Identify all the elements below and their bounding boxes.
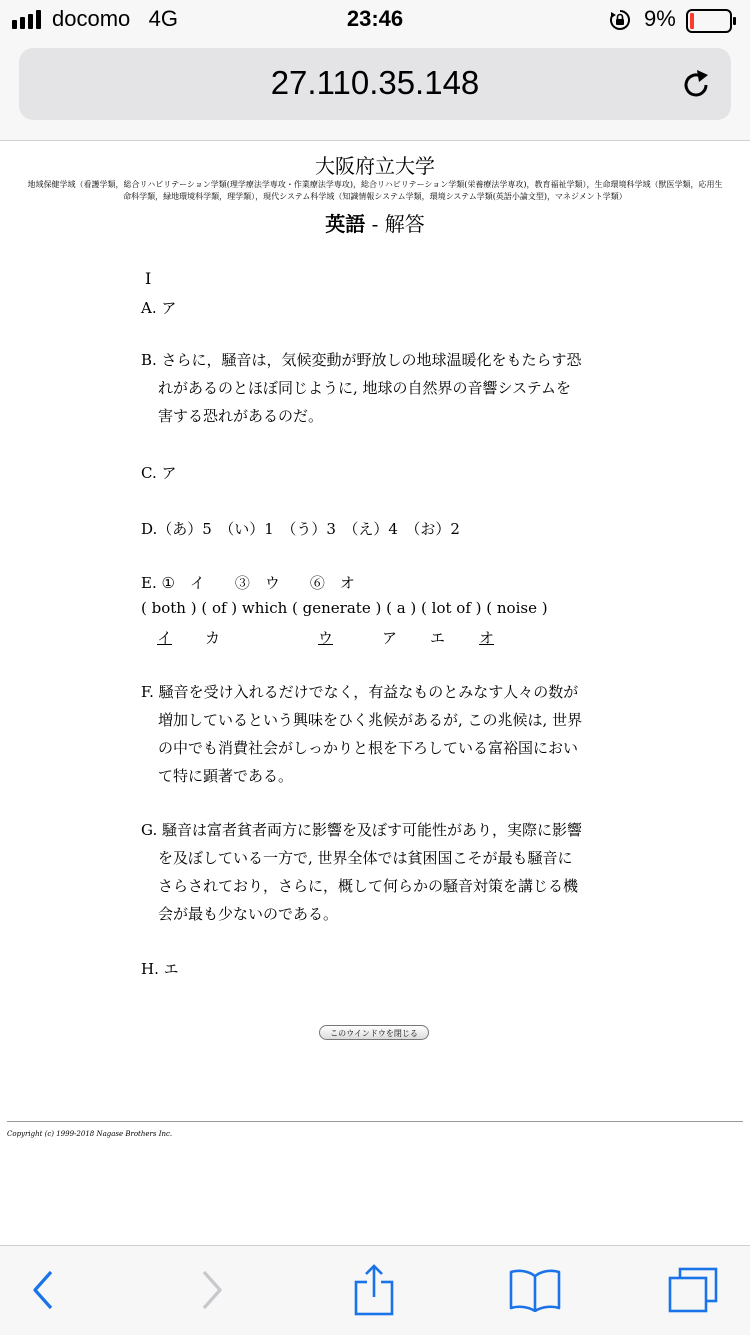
answer-a: A. ア bbox=[141, 299, 177, 317]
browser-toolbar bbox=[0, 1245, 750, 1335]
tabs-icon[interactable] bbox=[668, 1266, 720, 1314]
status-time: 23:46 bbox=[346, 6, 404, 31]
network-type: 4G bbox=[148, 6, 178, 31]
answer-b-text: B. さらに，騒音は，気候変動が野放しの地球温暖化をもたらす恐れがあるのとほぼ同じように, 地球の自然界の音響システムを害する恐れがあるのだ。 bbox=[141, 351, 582, 425]
bookmarks-icon[interactable] bbox=[509, 1268, 561, 1312]
answer-h: H. エ bbox=[141, 960, 179, 978]
answer-e-header: E. ① イ ③ ウ ⑥ オ bbox=[141, 574, 355, 592]
answer-e-mark: エ bbox=[430, 629, 446, 647]
copyright: Copyright (c) 1999-2018 Nagase Brothers Inc. bbox=[7, 1130, 173, 1138]
answer-e-mark: ア bbox=[382, 629, 398, 647]
url-field[interactable] bbox=[19, 48, 731, 120]
orientation-lock-icon bbox=[609, 9, 631, 31]
battery-percent: 9% bbox=[644, 6, 676, 31]
answer-c: C. ア bbox=[141, 464, 177, 482]
forward-icon[interactable] bbox=[199, 1270, 225, 1310]
answer-b bbox=[141, 346, 586, 430]
subject-suffix: - 解答 bbox=[365, 212, 425, 236]
faculty-list bbox=[6, 179, 744, 203]
browser-address-bar bbox=[0, 40, 750, 141]
university-name: 大阪府立大学 bbox=[315, 154, 435, 178]
divider bbox=[7, 1121, 743, 1122]
answer-f-text: F. 騒音を受け入れるだけでなく，有益なものとみなす人々の数が増加しているという興味をひく兆候があるが, この兆候は, 世界の中でも消費社会がしっかりと根を下ろしている富裕国において特に顕著である。 bbox=[141, 683, 583, 785]
section-number: I bbox=[145, 269, 152, 288]
answer-e-mark: カ bbox=[205, 629, 221, 647]
answer-e-mark: オ bbox=[479, 629, 495, 647]
reload-icon[interactable] bbox=[679, 68, 713, 102]
answer-g-text: G. 騒音は富者貧者両方に影響を及ぼす可能性があり，実際に影響を及ぼしている一方で, 世界全体では貧困国こそが最も騒音にさらされており，さらに，概して何らかの騒音対策を講じる機会が最も少ないのである。 bbox=[141, 821, 582, 923]
back-icon[interactable] bbox=[30, 1270, 56, 1310]
page-title bbox=[0, 208, 750, 237]
status-bar bbox=[0, 0, 750, 40]
subject-name: 英語 bbox=[325, 212, 366, 236]
answer-d: D.（あ）5 （い）1 （う）3 （え）4 （お）2 bbox=[141, 520, 460, 538]
answer-e-english: ( both ) ( of ) which ( generate ) ( a ) ( lot of ) ( noise ) bbox=[141, 599, 548, 617]
answer-e-mark: イ bbox=[157, 629, 173, 647]
close-window-button[interactable]: このウインドウを閉じる bbox=[319, 1025, 429, 1040]
faculty-line: 命科学類，緑地環境科学類，理学類），現代システム科学域（知識情報システム学類，環境システム学類(英語小論文型)，マネジメント学類） bbox=[123, 192, 627, 201]
url-text[interactable]: 27.110.35.148 bbox=[270, 64, 480, 101]
faculty-line: 地域保健学域（看護学類，総合リハビリテーション学類(理学療法学専攻・作業療法学専攻)，総合リハビリテーション学類(栄養療法学専攻)，教育福祉学類），生命環境科学域（獣医学類，応用生 bbox=[27, 180, 723, 189]
answer-e-mark: ウ bbox=[318, 629, 334, 647]
page-content bbox=[0, 141, 750, 1245]
answer-f bbox=[141, 678, 586, 790]
battery-icon bbox=[686, 9, 738, 33]
answer-g bbox=[141, 816, 586, 928]
carrier: docomo 4G bbox=[52, 6, 178, 31]
share-icon[interactable] bbox=[353, 1264, 395, 1316]
